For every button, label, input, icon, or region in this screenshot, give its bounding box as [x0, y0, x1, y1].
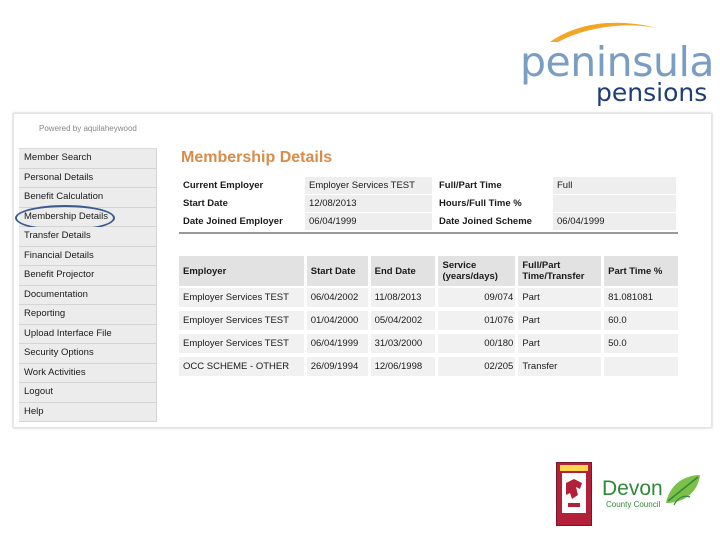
nav-item-help[interactable]: Help: [19, 403, 157, 423]
cell-end-date: 31/03/2000: [371, 334, 436, 353]
cell-service: 01/076: [438, 311, 515, 330]
summary-row: [179, 213, 678, 230]
nav-item-benefit-calculation[interactable]: Benefit Calculation: [19, 188, 157, 208]
summary-value: Employer Services TEST: [305, 177, 432, 194]
summary-label: Date Joined Employer: [179, 213, 302, 230]
nav-item-benefit-projector[interactable]: Benefit Projector: [19, 266, 157, 286]
devon-logo-word: Devon: [602, 477, 663, 500]
nav-item-transfer-details[interactable]: Transfer Details: [19, 227, 157, 247]
nav-item-financial-details[interactable]: Financial Details: [19, 247, 157, 267]
summary-label: Full/Part Time: [435, 177, 550, 194]
cell-employer: Employer Services TEST: [179, 334, 304, 353]
cell-employer: Employer Services TEST: [179, 288, 304, 307]
cell-service: 09/074: [438, 288, 515, 307]
cell-service: 00/180: [438, 334, 515, 353]
cell-start-date: 01/04/2000: [307, 311, 368, 330]
table-row: [179, 288, 678, 307]
table-row: [179, 334, 678, 353]
summary-value: [553, 195, 676, 212]
table-header-row: [179, 256, 678, 286]
summary-label: Start Date: [179, 195, 302, 212]
sidebar-nav: [19, 148, 157, 422]
app-screenshot-panel: [13, 113, 712, 428]
column-header-full-part-time: Full/Part Time/Transfer: [518, 256, 601, 286]
membership-summary-table: [179, 177, 678, 231]
cell-part-time-pct: [604, 357, 678, 376]
summary-value: 06/04/1999: [553, 213, 676, 230]
summary-value: 06/04/1999: [305, 213, 432, 230]
nav-item-logout[interactable]: Logout: [19, 383, 157, 403]
cell-start-date: 06/04/2002: [307, 288, 368, 307]
nav-item-work-activities[interactable]: Work Activities: [19, 364, 157, 384]
column-header-part-time-pct: Part Time %: [604, 256, 678, 286]
summary-label: Current Employer: [179, 177, 302, 194]
cell-part-time-pct: 81.081081: [604, 288, 678, 307]
cell-end-date: 05/04/2002: [371, 311, 436, 330]
nav-item-membership-details[interactable]: Membership Details: [19, 208, 157, 228]
cell-part-time-pct: 50.0: [604, 334, 678, 353]
summary-value: Full: [553, 177, 676, 194]
cell-full-part-time: Part: [518, 334, 601, 353]
section-divider: [179, 232, 678, 234]
cell-start-date: 26/09/1994: [307, 357, 368, 376]
nav-item-member-search[interactable]: Member Search: [19, 149, 157, 169]
summary-label: Date Joined Scheme: [435, 213, 550, 230]
column-header-start-date: Start Date: [307, 256, 368, 286]
devon-logo-subtitle: County Council: [606, 500, 661, 509]
somerset-county-logo: [556, 462, 592, 526]
nav-item-security-options[interactable]: Security Options: [19, 344, 157, 364]
logo-word-pensions: pensions: [596, 78, 708, 107]
cell-end-date: 12/06/1998: [371, 357, 436, 376]
cell-start-date: 06/04/1999: [307, 334, 368, 353]
nav-item-personal-details[interactable]: Personal Details: [19, 169, 157, 189]
cell-full-part-time: Transfer: [518, 357, 601, 376]
column-header-employer: Employer: [179, 256, 304, 286]
somerset-crest-icon: [562, 473, 586, 513]
summary-row: [179, 195, 678, 212]
summary-value: 12/08/2013: [305, 195, 432, 212]
powered-by-text: Powered by aquilaheywood: [39, 124, 137, 133]
summary-label: Hours/Full Time %: [435, 195, 550, 212]
cell-end-date: 11/08/2013: [371, 288, 436, 307]
nav-item-documentation[interactable]: Documentation: [19, 286, 157, 306]
cell-part-time-pct: 60.0: [604, 311, 678, 330]
somerset-banner: [560, 465, 588, 471]
cell-full-part-time: Part: [518, 311, 601, 330]
logo-word-peninsula: peninsula: [520, 38, 714, 86]
employment-history-table: [179, 256, 678, 380]
peninsula-pensions-logo: [518, 18, 714, 107]
devon-leaf-icon: [664, 473, 702, 507]
column-header-service: Service (years/days): [438, 256, 515, 286]
cell-employer: OCC SCHEME - OTHER: [179, 357, 304, 376]
cell-employer: Employer Services TEST: [179, 311, 304, 330]
table-row: [179, 311, 678, 330]
table-row: [179, 357, 678, 376]
cell-service: 02/205: [438, 357, 515, 376]
cell-full-part-time: Part: [518, 288, 601, 307]
page-title: Membership Details: [181, 149, 333, 166]
nav-item-reporting[interactable]: Reporting: [19, 305, 157, 325]
nav-item-upload-interface-file[interactable]: Upload Interface File: [19, 325, 157, 345]
column-header-end-date: End Date: [371, 256, 436, 286]
summary-row: [179, 177, 678, 194]
